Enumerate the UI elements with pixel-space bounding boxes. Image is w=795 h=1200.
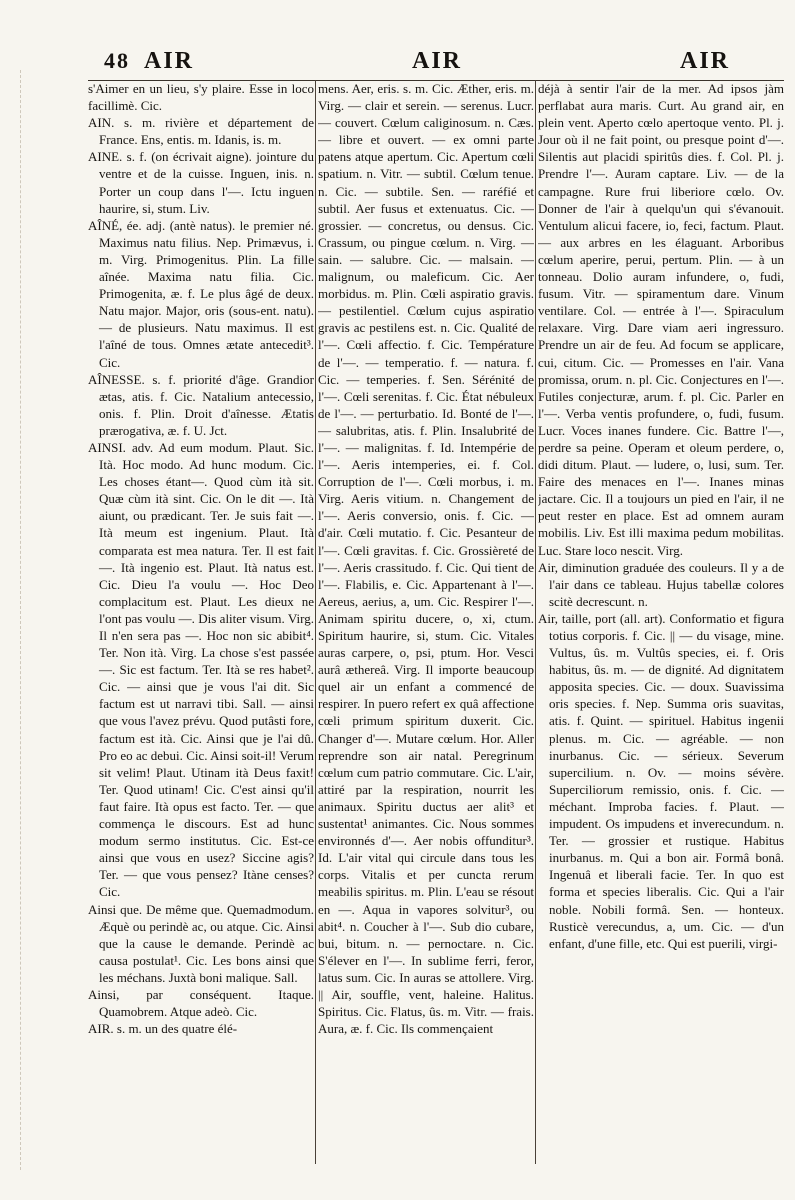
dictionary-entry: s'Aimer en un lieu, s'y plaire. Esse in loco facillimè. Cic. xyxy=(88,81,314,114)
dictionary-entry: AIN. s. m. rivière et département de France. Ens, entis. m. Idanis, is. m. xyxy=(88,115,314,148)
dictionary-entry: AIR. s. m. un des quatre élé- xyxy=(88,1021,238,1037)
dictionary-entry: Ainsi que. De même que. Quemadmodum. Æquè ou perindè ac, ou atque. Cic. Ainsi que la cause le demande. Perindè ac causa postulat¹. Cic. Les bons ainsi que les méchans. Juxtà boni malique. Sall. xyxy=(88,901,314,985)
dictionary-entry: Ainsi, par conséquent. Itaque. Quamobrem. Atque adeò. Cic. xyxy=(88,986,314,1020)
dictionary-entry: mens. Aer, eris. s. m. Cic. Æther, eris. m. Virg. — clair et serein. — serenus. Lucr. — couvert. Cœlum caliginosum. n. Cæs. — libre et ouvert. — ex omni parte patens atque apertum. Cic. Apertum cœli spatium. n. Vitr. — subtil. Cœlum tenue. n. Cic. — subtile. Sen. — raréfié et subtil. Aer fusus et extenuatus. Cic. — grossier. — concretus, ou densus. Cic. Crassum, ou pingue cœlum. n. Virg. — sain. — salubre. Cic. — malsain. — malignum, ou maleficum. Cic. Aer morbidus. m. Plin. Cœli aspiratio gravis. — pestilentiel. Cœlum cujus aspiratio gravis ac pestilens est. n. Cic. Qualité de l'—. Cœli affectio. f. Cic. Température de l'—. — temperatio. f. — natura. f. Cic. — temperies. f. Sen. Sérénité de l'—. Cœli serenitas. f. Cic. État nébuleux de l'—. — perturbatio. Id. Bonté de l'—. — salubritas, atis. f. Plin. Insalubrité de l'—. — malignitas. f. Id. Intempérie de l'—. Aeris intemperies, ei. f. Col. Corruption de l'—. Cœli morbus, i. m. Virg. Aeris vitium. n. Changement de l'—. Aeris conversio, onis. f. Cic. — d'air. Cœli mutatio. f. Cic. Pesanteur de l'—. Cœli gravitas. f. Cic. Grossièreté de l'—. Aeris crassitudo. f. Cic. Qui tient de l'—. Flabilis, e. Cic. Appartenant à l'—. Aereus, aerius, a, um. Cic. Respirer l'—. Animam spiritu ducere, o, xi, ctum. Spiritum haurire, si, stum. Cic. Vitales auras carpere, o, psi, ptum. Hor. Vesci aurâ æthereâ. Virg. Il importe beaucoup quel air un enfant a commencé de respirer. In puero refert ex quâ affectione cœli primum spiritum duxerit. Cic. Changer d'—. Mutare cœlum. Hor. Aller reprendre son air natal. Peregrinum cœlum cum patrio commutare. Cic. L'air, attiré par la respiration, nourrit les animaux. Spiritu ductus aer alit³ et sustentat¹ animantes. Cic. Nous sommes environnés d'—. Aer nobis offunditur³. Id. L'air vital qui circule dans tous les corps. Vitalis et per cuncta rerum meabilis spiritus. m. Plin. L'eau se résout en —. Aqua in vapores solvitur³, ou abit⁴. n. Coucher à l'—. Sub dio cubare, bui, bitum. n. — pernoctare. n. Cic. S'élever en l'—. In sublime ferri, feror, latus sum. Cic. In auras se attollere. Virg. || Air, souffle, vent, haleine. Halitus. Spiritus. Cic. Flatus, ûs. m. Vitr. — frais. Aura, æ. f. Cic. Ils commençaient xyxy=(318,81,534,1037)
column-3 xyxy=(538,80,784,1172)
dictionary-entry: Air, diminution graduée des couleurs. Il y a de l'air dans ce tableau. Hujus tabellæ colores scitè decrescunt. n. xyxy=(538,559,784,609)
dictionary-entry: AINSI. adv. Ad eum modum. Plaut. Sic. Ità. Hoc modo. Ad hunc modum. Cic. Les choses étant—. Quod cùm ità sit. Quæ cùm ità sint. Cic. On le dit —. Ità aiunt, ou prædicant. Ter. Je suis fait —. Ità meum est ingenium. Plaut. Ità comparata est mea natura. Ter. Il est fait —. Ità ingenio est. Plaut. Ità natus est. Cic. Dieu l'a voulu —. Hoc Deo complacitum est. Plaut. Les dieux ne l'ont pas voulu —. Dis aliter visum. Virg. Il n'en sera pas —. Hoc non sic abibit⁴. Ter. Non ità. Virg. La chose s'est passée —. Sic est factum. Ter. Ità se res habet². Cic. — ainsi que je vous l'ai dit. Sic factum est ut narravi tibi. Sall. — ainsi que vous l'avez prévu. Quod putâsti fore, factum est ità. Cic. Ainsi que je l'ai dû. Pro eo ac debui. Cic. Ainsi soit-il! Verum sit velim! Plaut. Utinam ità Deus faxit! Ter. Quod utinam! Cic. C'est ainsi qu'il faut faire. Ità opus est facto. Ter. — que commença le discours. Est ad hunc modum sermo institutus. Cic. Est-ce ainsi que vous en usez? Siccine agis? Ter. — que vous pensez? Itàne censes? Cic. xyxy=(88,439,314,900)
header-right-guide-word: AIR xyxy=(679,48,730,74)
header-center-guide-word: AIR xyxy=(412,48,463,74)
dictionary-entry: AINE. s. f. (on écrivait aigne). jointure du ventre et de la cuisse. Inguen, inis. n. Porter un coup dans l'—. Ictu inguen haurire, si, stum. Liv. xyxy=(88,149,314,216)
column-divider xyxy=(535,80,536,1164)
dictionary-entry: AÎNÉ, ée. adj. (antè natus). le premier né. Maximus natu filius. Nep. Primævus, i. m. Virg. Primogenitus. Plin. La fille aînée. Maxima natu filia. Cic. Primogenita, æ. f. Le plus âgé de deux. Natu major. Major, oris (sous-ent. natu). — de plusieurs. Natu maximus. Il est l'aîné de tous. Omnes ætate antecedit³. Cic. xyxy=(88,217,314,370)
page-margin-shadow xyxy=(20,70,21,1170)
header-left-guide-word: AIR xyxy=(144,48,195,74)
column-divider xyxy=(315,80,316,1164)
column-2 xyxy=(318,80,534,1172)
page-number: 48 xyxy=(104,48,130,73)
dictionary-entry: déjà à sentir l'air de la mer. Ad ipsos jàm perflabat aura maris. Curt. Au grand air, en plein vent. Aperto cœlo apertoque vento. Pl. j. Jour où il ne fait point, ou presque point d'—. Silentis aut placidi spiritûs dies. f. Col. Pl. j. Prendre l'—. Auram captare. Liv. — de la campagne. Rure frui liberiore cœlo. Ov. Donner de l'air à quelqu'un qui s'évanouit. Ventulum alicui facere, io, feci, factum. Plaut. — aux arbres en les élaguant. Arboribus cœlum aperire, perui, pertum. Plin. — à un tonneau. Dolio auram infundere, o, fudi, fusum. Vitr. — spiramentum dare. Vinum ventilare. Col. — entrée à l'—. Spiraculum relaxare. Virg. Dare viam aeri ingressuro. Prendre un air de feu. Ad focum se applicare, cui, citum. Cic. — Promesses en l'air. Vana promissa, orum. n. pl. Cic. Conjectures en l'—. Futiles conjecturæ, arum. f. pl. Cic. Parler en l'—. Verba ventis profundere, o, fudi, fusum. Lucr. Voces inanes fundere. Cic. Battre l'—, perdre sa peine. Operam et oleum perdere, o, didi ditum. Plaut. — ludere, o, lusi, sum. Ter. Faire des menaces en l'—. Inanes minas jactare. Cic. Il a toujours un pied en l'air, il ne peut rester en place. Est ad omnem auram mobilis. Liv. Est illi maxima pedum mobilitas. Luc. Stare loco nescit. Virg. xyxy=(538,81,784,558)
dictionary-entry: AÎNESSE. s. f. priorité d'âge. Grandior ætas, atis. f. Cic. Natalium antecessio, onis. f. Plin. Droit d'aînesse. Ætatis prærogativa, æ. f. U. Jct. xyxy=(88,371,314,438)
column-1 xyxy=(88,80,314,1172)
dictionary-entry: Air, taille, port (all. art). Conformatio et figura totius corporis. f. Cic. || — du visage, mine. Vultus, ûs. m. Vultûs species, ei. f. Oris habitus, ûs. m. — de dignité. Ad dignitatem apposita species. Cic. — doux. Suavissima oris species. f. Nep. Summa oris suavitas, atis. f. Quint. — spirituel. Habitus ingenii plenus. m. Cic. — agréable. — non inurbanus. Cic. — sérieux. Severum supercilium. n. Ov. — moins sévère. Superciliorum remissio, onis. f. Cic. — méchant. Improba facies. f. Plaut. — impudent. Os impudens et inverecundum. n. Ter. — grossier et rustique. Habitus inurbanus. m. Qui a bon air. Formâ bonâ. Ingenuâ et liberali facie. Ter. In quo est forma et species liberalis. Cic. Qui a l'air noble. Nobili formâ. Sen. — honteux. Rusticè verecundus, a, um. Cic. — d'un enfant, d'une fille, etc. Qui est puerili, virgi- xyxy=(538,610,784,951)
page-header xyxy=(72,46,784,82)
